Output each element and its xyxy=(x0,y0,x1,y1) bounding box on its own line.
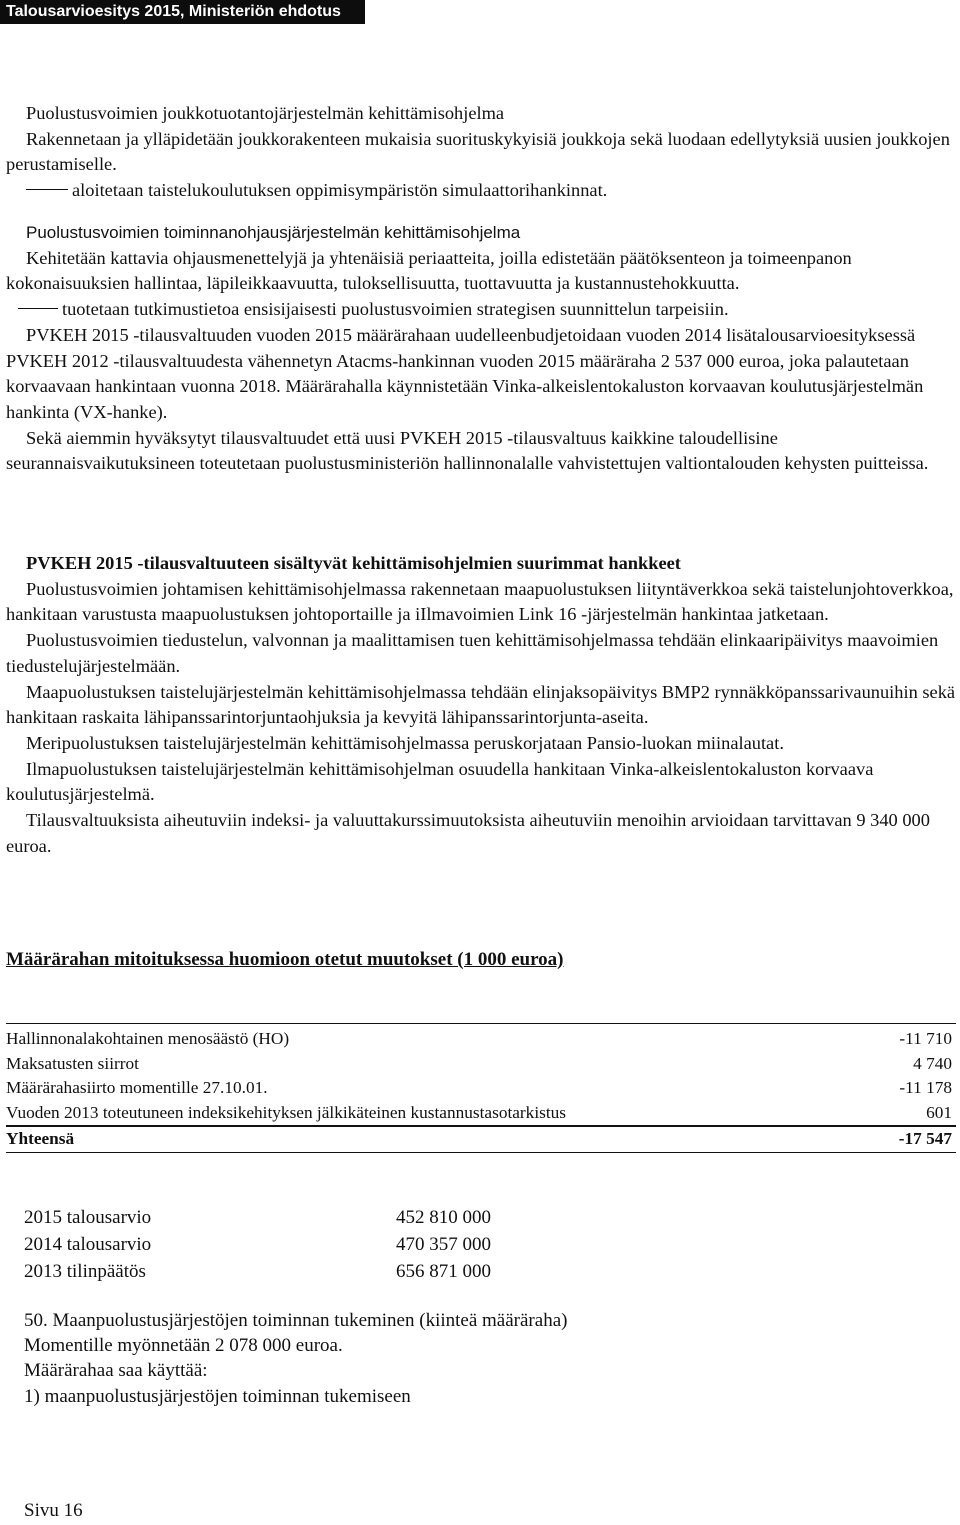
paragraph: PVKEH 2015 -tilausvaltuuden vuoden 2015 määrärahaan uudelleenbudjetoidaan vuoden 2014 lisätalousarvioesityksessä PVKEH 2012 -tilausvaltuudesta vähennetyn Atacms-hankinnan vuoden 2015 määräraha 2 537 000 euroa, joka palautetaan korvaavaan hankintaan vuonna 2018. Määrärahalla käynnistetään Vinka-alkeislentokaluston korvaavan koulutusjärjestelmän hankinta (VX-hanke). xyxy=(6,324,924,422)
row-value: 4 740 xyxy=(913,1053,952,1073)
total-value: -17 547 xyxy=(898,1129,952,1149)
row-value: 601 xyxy=(926,1102,952,1122)
total-label: Yhteensä xyxy=(6,1129,75,1149)
figure-label: 2013 tilinpäätös xyxy=(24,1261,146,1282)
figure-label: 2015 talousarvio xyxy=(24,1207,152,1228)
dash-marker xyxy=(26,189,68,190)
figure-row xyxy=(24,1204,491,1231)
figure-row xyxy=(24,1258,491,1285)
section-heading: PVKEH 2015 -tilausvaltuuteen sisältyvät kehittämisohjelmien suurimmat hankkeet xyxy=(26,553,681,573)
row-label: Maksatusten siirrot xyxy=(6,1053,139,1073)
table-row xyxy=(6,1052,956,1077)
paragraph: Maapuolustuksen taistelujärjestelmän kehittämisohjelmassa tehdään elinjaksopäivitys BMP2 rynnäkköpanssarivaunuihin sekä hankitaan raskaita lähipanssarintorjuntaohjuksia ja kevyitä lähipanssarintorjunta-aseita. xyxy=(6,681,956,728)
paragraph: Rakennetaan ja ylläpidetään joukkorakenteen mukaisia suorituskykyisiä joukkoja sekä luodaan edellytyksiä uusien joukkojen perustamiselle. xyxy=(6,128,950,175)
section-hankkeet xyxy=(6,551,956,859)
table-row xyxy=(6,1101,956,1127)
section-heading: Puolustusvoimien joukkotuotantojärjestelmän kehittämisohjelma xyxy=(26,103,505,123)
list-item: 1) maanpuolustusjärjestöjen toiminnan tukemiseen xyxy=(24,1385,411,1407)
section-joukkotuotanto xyxy=(6,101,956,204)
row-label: Hallinnonalakohtainen menosäästö (HO) xyxy=(6,1029,290,1048)
table-row xyxy=(6,1076,956,1101)
row-value: -11 178 xyxy=(899,1078,952,1098)
paragraph: Tilausvaltuuksista aiheutuviin indeksi- ja valuuttakurssimuutoksista aiheutuviin menoihin arvioidaan tarvittavan 9 340 000 euroa. xyxy=(6,810,930,856)
figure-row xyxy=(24,1231,491,1258)
bullet-item: aloitetaan taistelukoulutuksen oppimisympäristön simulaattorihankinnat. xyxy=(6,178,956,204)
paragraph: Meripuolustuksen taistelujärjestelmän kehittämisohjelmassa peruskorjataan Pansio-luokan miinalautat. xyxy=(26,732,784,753)
section-heading: 50. Maanpuolustusjärjestöjen toiminnan tukeminen (kiinteä määräraha) xyxy=(24,1310,568,1331)
row-value: -11 710 xyxy=(899,1029,952,1048)
paragraph: Puolustusvoimien johtamisen kehittämisohjelmassa rakennetaan maapuolustuksen liityntäverkkoa sekä taistelunjohtoverkkoa, hankitaan varustusta maapuolustuksen johtoportaille ja iIlmavoimien Link 16 -järjestelmän hankintaa jatketaan. xyxy=(6,578,954,625)
table-bottom-rule xyxy=(6,1152,956,1153)
paragraph: Määrärahaa saa käyttää: xyxy=(24,1360,208,1382)
budget-figures xyxy=(24,1204,491,1285)
table-title: Määrärahan mitoituksessa huomioon otetut muutokset (1 000 euroa) xyxy=(6,949,564,970)
row-label: Vuoden 2013 toteutuneen indeksikehityksen jälkikäteinen kustannustasotarkistus xyxy=(6,1102,567,1122)
section-toiminnanohjaus xyxy=(6,220,956,477)
table-total-row xyxy=(6,1126,956,1152)
dash-marker xyxy=(18,308,58,309)
paragraph: Kehitetään kattavia ohjausmenettelyjä ja yhtenäisiä periaatteita, joilla edistetään päätöksenteon ja toimeenpanon kokonaisuuksien hallintaa, läpileikkaavuutta, tuloksellisuutta, tuottavuutta ja kustannustehokkuutta. xyxy=(6,247,852,294)
paragraph: Sekä aiemmin hyväksytyt tilausvaltuudet että uusi PVKEH 2015 -tilausvaltuus kaikkine taloudellisine seurannaisvaikutuksineen toteutetaan puolustusministeriön hallinnonalalle vahvistettujen valtiontalouden kehysten puitteissa. xyxy=(6,427,929,474)
paragraph: Puolustusvoimien tiedustelun, valvonnan ja maalittamisen tuen kehittämisohjelmassa tehdään elinkaaripäivitys maavoimien tiedustelujärjestelmään. xyxy=(6,630,939,676)
paragraph: Ilmapuolustuksen taistelujärjestelmän kehittämisohjelman osuudella hankitaan Vinka-alkeislentokaluston korvaava koulutusjärjestelmä. xyxy=(6,758,874,805)
bullet-item: tuotetaan tutkimustietoa ensisijaisesti puolustusvoimien strategisen suunnittelun tarpeisiin. xyxy=(6,297,956,323)
page-number: Sivu 16 xyxy=(24,1500,83,1521)
figure-value: 470 357 000 xyxy=(396,1234,491,1255)
section-50 xyxy=(24,1308,567,1409)
document-header: Talousarvioesitys 2015, Ministeriön ehdotus xyxy=(0,0,365,24)
table-row xyxy=(6,1027,956,1052)
changes-table xyxy=(6,1027,956,1152)
figure-value: 452 810 000 xyxy=(396,1207,491,1228)
section-heading: Puolustusvoimien toiminnanohjausjärjestelmän kehittämisohjelma xyxy=(26,223,521,242)
row-label: Määrärahasiirto momentille 27.10.01. xyxy=(6,1078,268,1098)
table-top-rule xyxy=(6,1023,956,1024)
figure-value: 656 871 000 xyxy=(396,1261,491,1282)
figure-label: 2014 talousarvio xyxy=(24,1234,152,1255)
paragraph: Momentille myönnetään 2 078 000 euroa. xyxy=(24,1335,343,1357)
